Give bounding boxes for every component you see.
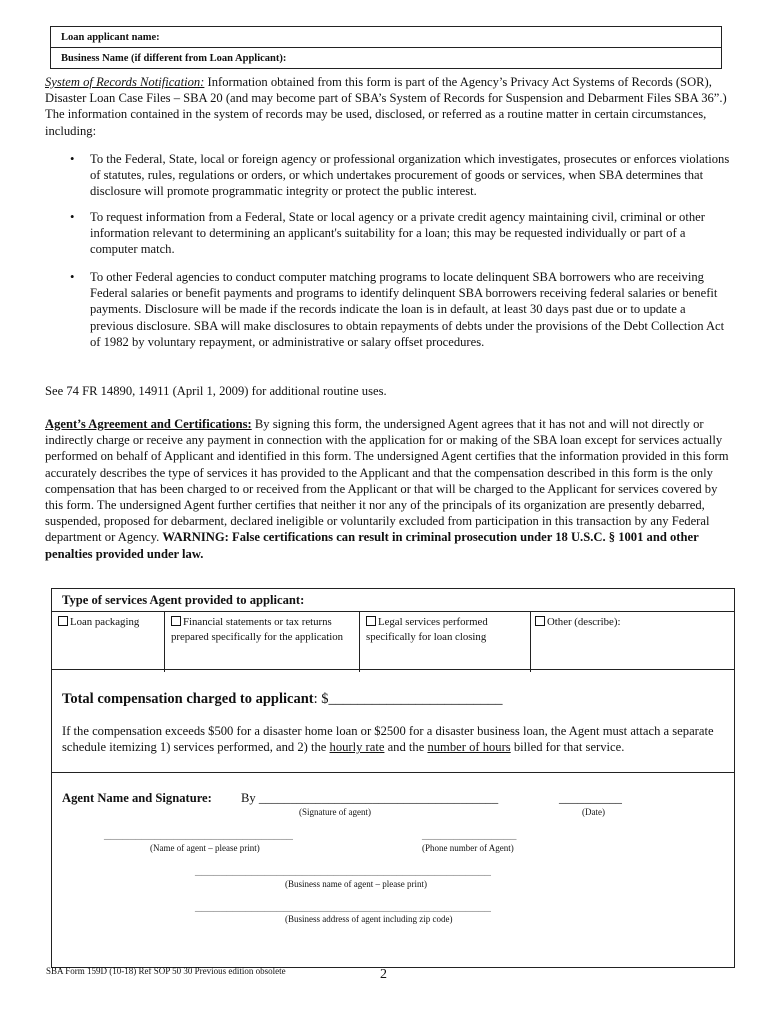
- compensation-note-end: billed for that service.: [510, 740, 625, 755]
- agreement-paragraph: [45, 416, 729, 562]
- agent-signature-field[interactable]: By ______________________________________: [241, 791, 499, 805]
- service-option-financial-statements[interactable]: [164, 612, 360, 672]
- compensation-note-text: If the compensation exceeds $500 for a disaster home loan or $2500 for a disaster business loan, the Agent must attach a separate schedule itemizing 1) services performed, and 2) the: [62, 724, 714, 755]
- applicant-name-label: Loan applicant name:: [61, 32, 160, 43]
- sorn-paragraph: [45, 74, 729, 139]
- service-option-label: Loan packaging: [70, 616, 140, 628]
- bullet-text: To the Federal, State, local or foreign agency or professional organization which investigates, prosecutes or enforces violations of statutes, rules, regulations or orders, or which undertakes procurement of goods or services, when SBA determines that disclosure will promote programmatic integrity or protect the public interest.: [90, 152, 730, 199]
- form-reference: SBA Form 159D (10-18) Ref SOP 50 30 Previous edition obsolete: [46, 966, 286, 976]
- list-item: [70, 269, 730, 369]
- sorn-body: Information obtained from this form is part of the Agency’s Privacy Act Systems of Records (SOR), Disaster Loan Case Files – SBA 20 (and may become part of SBA’s System of Records for Suspension and Debarment Files SBA 36”.) The information contained in the system of records may be used, disclosed, or referred as a routine matter in certain circumstances, including:: [45, 75, 727, 138]
- date-field[interactable]: __________: [559, 791, 622, 805]
- warning-text: WARNING: False certifications can result in criminal prosecution under 18 U.S.C. § 1001 and other penalties provided under law.: [45, 530, 699, 561]
- checkbox-icon[interactable]: [535, 616, 545, 626]
- agreement-title: Agent’s Agreement and Certifications:: [45, 417, 252, 431]
- service-option-legal-services[interactable]: [359, 612, 531, 672]
- business-name-label: Business Name (if different from Loan Applicant):: [61, 53, 287, 64]
- service-option-label: Legal services performed specifically for loan closing: [366, 616, 488, 643]
- applicant-name-field[interactable]: [51, 27, 721, 47]
- phone-caption: (Phone number of Agent): [422, 843, 514, 853]
- signature-caption: (Signature of agent): [299, 807, 371, 817]
- see-also-text: See 74 FR 14890, 14911 (April 1, 2009) for additional routine uses.: [45, 384, 387, 398]
- applicant-header-table: [50, 26, 722, 69]
- agent-signature-label: Agent Name and Signature:: [62, 791, 212, 805]
- checkbox-icon[interactable]: [171, 616, 181, 626]
- compensation-note: [62, 723, 722, 755]
- service-option-label: Financial statements or tax returns prepared specifically for the application: [171, 616, 344, 643]
- service-option-loan-packaging[interactable]: [52, 612, 164, 672]
- bullet-icon: •: [70, 270, 75, 284]
- business-name-caption: (Business name of agent – please print): [285, 879, 427, 889]
- total-compensation-line[interactable]: [62, 691, 503, 708]
- bullet-icon: •: [70, 210, 75, 224]
- checkbox-icon[interactable]: [366, 616, 376, 626]
- divider: [52, 772, 734, 773]
- service-option-other[interactable]: [530, 612, 733, 672]
- business-address-caption: (Business address of agent including zip code): [285, 914, 453, 924]
- total-compensation-label: Total compensation charged to applicant: [62, 691, 314, 707]
- agent-name-caption: (Name of agent – please print): [150, 843, 260, 853]
- hourly-rate-text: hourly rate: [329, 740, 385, 755]
- list-item: [70, 209, 730, 259]
- phone-field[interactable]: _______________: [422, 827, 517, 841]
- list-item: [70, 151, 730, 201]
- business-name-field[interactable]: [51, 47, 721, 68]
- total-compensation-field[interactable]: : $________________________: [313, 691, 503, 707]
- agreement-body: By signing this form, the undersigned Agent agrees that it has not and will not directly or indirectly charge or receive any payment in connection with the application for or making of the SBA loan except for services actually performed on behalf of Applicant and identified in this form. The undersigned Agent certifies that the information provided in this form accurately describes the type of services it has provided to the Applicant and that the compensation described in this form is the only compensation that has been charged to or received from the Applicant or that will be charged to the Applicant for services covered by this form. The undersigned Agent further certifies that neither it nor any of the principals of its organization are presently debarred, suspended, proposed for debarment, declared ineligible or voluntarily excluded from participation in this transaction by any Federal department or Agency.: [45, 417, 729, 545]
- service-option-label: Other (describe):: [547, 616, 621, 628]
- services-options-row: [52, 611, 734, 670]
- agent-services-box: [51, 588, 735, 968]
- page-number: 2: [380, 967, 387, 982]
- bullet-text: To other Federal agencies to conduct computer matching programs to locate delinquent SBA borrowers who are receiving Federal salaries or benefit payments and programs to identify delinquent SBA borrowers receiving federal salaries or benefit payments. Disclosure will be made if the records indicate the loan is in default, at least 30 days past due or to update a previous disclosure. SBA will make disclosures to obtain repayments of debts under the provisions of the Debt Collection Act of 1982 by voluntary repayment, or administrative or salary offset procedures.: [90, 270, 725, 349]
- bullet-icon: •: [70, 152, 75, 166]
- sorn-title: System of Records Notification:: [45, 75, 205, 89]
- checkbox-icon[interactable]: [58, 616, 68, 626]
- number-of-hours-text: number of hours: [427, 740, 511, 755]
- compensation-note-mid: and the: [384, 740, 428, 755]
- business-address-field[interactable]: _______________________________________________: [195, 899, 491, 913]
- business-name-field[interactable]: _______________________________________________: [195, 863, 491, 877]
- agent-name-field[interactable]: ______________________________: [104, 827, 293, 841]
- bullet-text: To request information from a Federal, State or local agency or a private credit agency maintaining civil, criminal or other information relevant to determining an applicant's suitability for a loan; this may be requested individually or part of a computer match.: [90, 210, 705, 257]
- date-caption: (Date): [582, 807, 605, 817]
- services-title: Type of services Agent provided to applicant:: [62, 593, 305, 607]
